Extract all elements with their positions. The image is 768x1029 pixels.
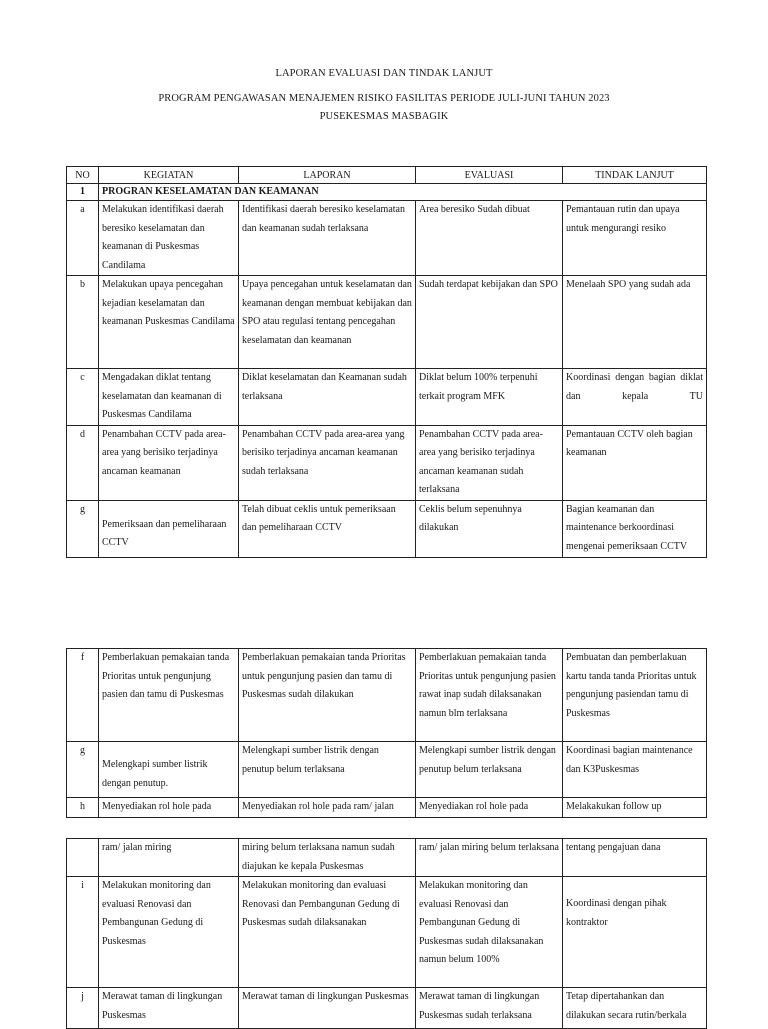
cell-laporan: Merawat taman di lingkungan Puskesmas	[239, 988, 416, 1029]
table-row	[67, 276, 707, 369]
cell-laporan: miring belum terlaksana namun sudah diajukan ke kepala Puskesmas	[239, 839, 416, 877]
section-number: 1	[67, 184, 99, 201]
cell-laporan: Diklat keselamatan dan Keamanan sudah terlaksana	[239, 369, 416, 426]
row-letter: i	[67, 877, 99, 988]
cell-laporan: Pemberlakuan pemakaian tanda Prioritas untuk pengunjung pasien dan tamu di Puskesmas sudah dilakukan	[239, 649, 416, 742]
cell-evaluasi: Melakukan monitoring dan evaluasi Renovasi dan Pembangunan Gedung di Puskesmas sudah dilaksanakan namun belum 100%	[416, 877, 563, 988]
evaluation-table-part3	[66, 838, 707, 1029]
cell-tindak-lanjut: Menelaah SPO yang sudah ada	[563, 276, 707, 369]
table-row	[67, 988, 707, 1029]
cell-kegiatan: Menyediakan rol hole pada	[99, 798, 239, 818]
cell-tindak-lanjut: tentang pengajuan dana	[563, 839, 707, 877]
col-header-no: NO	[67, 167, 99, 184]
row-letter: f	[67, 649, 99, 742]
cell-evaluasi: Pemberlakuan pemakaian tanda Prioritas untuk pengunjung pasien rawat inap sudah dilaksanakan namun blm terlaksana	[416, 649, 563, 742]
row-letter: j	[67, 988, 99, 1029]
col-header-tindak-lanjut: TINDAK LANJUT	[563, 167, 707, 184]
row-letter: g	[67, 500, 99, 557]
row-letter: h	[67, 798, 99, 818]
table-row	[67, 877, 707, 988]
cell-kegiatan: Pemberlakuan pemakaian tanda Prioritas untuk pengunjung pasien dan tamu di Puskesmas	[99, 649, 239, 742]
cell-laporan: Identifikasi daerah beresiko keselamatan dan keamanan sudah terlaksana	[239, 201, 416, 276]
table-row	[67, 425, 707, 500]
cell-tindak-lanjut: Pemantauan rutin dan upaya untuk mengurangi resiko	[563, 201, 707, 276]
cell-tindak-lanjut: Koordinasi dengan pihak kontraktor	[563, 877, 707, 988]
col-header-kegiatan: KEGIATAN	[99, 167, 239, 184]
cell-tindak-lanjut: Koordinasi bagian maintenance dan K3Puskesmas	[563, 742, 707, 798]
table-row	[67, 500, 707, 557]
table-row	[67, 839, 707, 877]
cell-kegiatan: Melakukan monitoring dan evaluasi Renovasi dan Pembangunan Gedung di Puskesmas	[99, 877, 239, 988]
cell-evaluasi: Merawat taman di lingkungan Puskesmas sudah terlaksana	[416, 988, 563, 1029]
cell-evaluasi: ram/ jalan miring belum terlaksana	[416, 839, 563, 877]
cell-kegiatan: Melakukan identifikasi daerah beresiko keselamatan dan keamanan di Puskesmas Candilama	[99, 201, 239, 276]
cell-tindak-lanjut: Melakakukan follow up	[563, 798, 707, 818]
table-row	[67, 201, 707, 276]
row-letter: g	[67, 742, 99, 798]
cell-tindak-lanjut: Koordinasi dengan bagian diklat dan kepala TU	[563, 369, 707, 426]
row-letter: a	[67, 201, 99, 276]
row-letter: b	[67, 276, 99, 369]
cell-tindak-lanjut: Tetap dipertahankan dan dilakukan secara rutin/berkala	[563, 988, 707, 1029]
table-row	[67, 649, 707, 742]
cell-evaluasi: Sudah terdapat kebijakan dan SPO	[416, 276, 563, 369]
cell-kegiatan: Merawat taman di lingkungan Puskesmas	[99, 988, 239, 1029]
cell-tindak-lanjut: Pemantauan CCTV oleh bagian keamanan	[563, 425, 707, 500]
cell-kegiatan: ram/ jalan miring	[99, 839, 239, 877]
institution-name: PUSEKESMAS MASBAGIK	[319, 111, 449, 122]
cell-evaluasi: Melengkapi sumber listrik dengan penutup belum terlaksana	[416, 742, 563, 798]
table-row	[67, 742, 707, 798]
cell-laporan: Upaya pencegahan untuk keselamatan dan keamanan dengan membuat kebijakan dan SPO atau regulasi tentang pencegahan keselamatan dan keamanan	[239, 276, 416, 369]
cell-kegiatan: Melakukan upaya pencegahan kejadian keselamatan dan keamanan Puskesmas Candilama	[99, 276, 239, 369]
cell-kegiatan: Mengadakan diklat tentang keselamatan dan keamanan di Puskesmas Candilama	[99, 369, 239, 426]
cell-laporan: Melengkapi sumber listrik dengan penutup belum terlaksana	[239, 742, 416, 798]
cell-laporan: Melakukan monitoring dan evaluasi Renovasi dan Pembangunan Gedung di Puskesmas sudah dilaksanakan	[239, 877, 416, 988]
section-title: PROGRAN KESELAMATAN DAN KEAMANAN	[99, 184, 707, 201]
evaluation-table-part1	[66, 166, 707, 558]
cell-tindak-lanjut: Bagian keamanan dan maintenance berkoordinasi mengenai pemeriksaan CCTV	[563, 500, 707, 557]
program-subtitle: PROGRAM PENGAWASAN MENAJEMEN RISIKO FASILITAS PERIODE JULI-JUNI TAHUN 2023	[158, 93, 610, 104]
cell-kegiatan: Pemeriksaan dan pemeliharaan CCTV	[99, 500, 239, 557]
cell-kegiatan: Penambahan CCTV pada area-area yang berisiko terjadinya ancaman keamanan	[99, 425, 239, 500]
row-letter: d	[67, 425, 99, 500]
cell-evaluasi: Penambahan CCTV pada area-area yang berisiko terjadinya ancaman keamanan sudah terlaksana	[416, 425, 563, 500]
cell-evaluasi: Menyediakan rol hole pada	[416, 798, 563, 818]
cell-kegiatan: Melengkapi sumber listrik dengan penutup.	[99, 742, 239, 798]
cell-tindak-lanjut: Pembuatan dan pemberlakuan kartu tanda tanda Prioritas untuk pengunjung pasiendan tamu di Puskesmas	[563, 649, 707, 742]
cell-laporan: Telah dibuat ceklis untuk pemeriksaan dan pemeliharaan CCTV	[239, 500, 416, 557]
report-title: LAPORAN EVALUASI DAN TINDAK LANJUT	[275, 68, 493, 79]
table-header-row	[67, 167, 707, 184]
row-letter	[67, 839, 99, 877]
evaluation-table-part2	[66, 648, 707, 818]
cell-evaluasi: Ceklis belum sepenuhnya dilakukan	[416, 500, 563, 557]
table-row	[67, 369, 707, 426]
col-header-evaluasi: EVALUASI	[416, 167, 563, 184]
cell-laporan: Menyediakan rol hole pada ram/ jalan	[239, 798, 416, 818]
cell-evaluasi: Diklat belum 100% terpenuhi terkait program MFK	[416, 369, 563, 426]
cell-laporan: Penambahan CCTV pada area-area yang berisiko terjadinya ancaman keamanan sudah terlaksana	[239, 425, 416, 500]
row-letter: c	[67, 369, 99, 426]
col-header-laporan: LAPORAN	[239, 167, 416, 184]
table-row	[67, 798, 707, 818]
cell-evaluasi: Area beresiko Sudah dibuat	[416, 201, 563, 276]
section-row	[67, 184, 707, 201]
